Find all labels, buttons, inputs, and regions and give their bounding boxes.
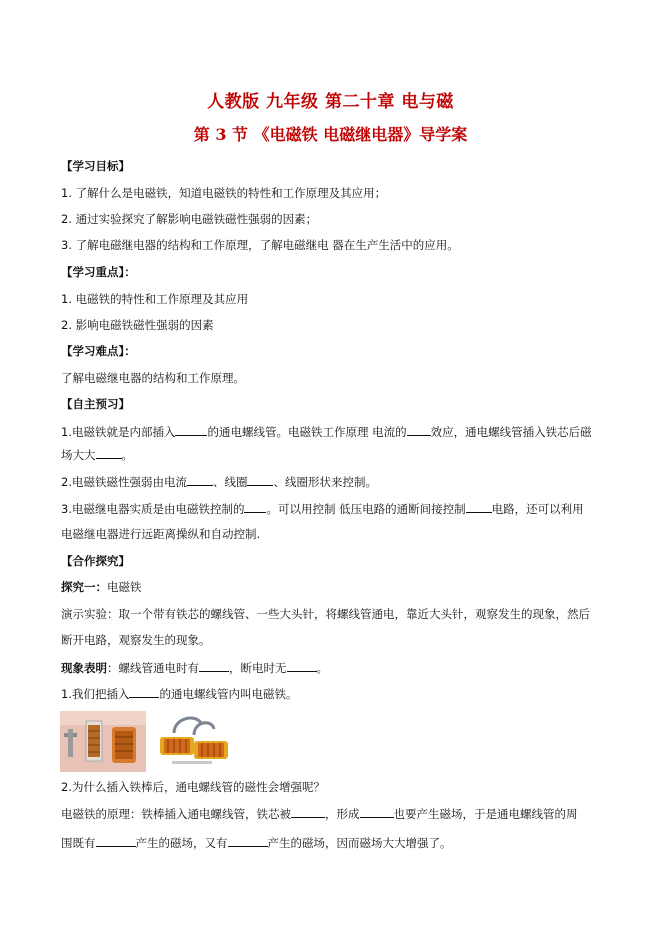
key-points-heading: 【学习重点】： <box>61 265 136 279</box>
phenomenon-line <box>61 659 328 676</box>
question-text: 。可以用控制 低压电路的通断间接控制 <box>266 502 466 516</box>
phenomenon-label: 现象表明 <box>61 661 107 675</box>
explore-question-1 <box>61 685 297 702</box>
fill-blank[interactable] <box>187 473 213 486</box>
fill-blank[interactable] <box>466 500 492 513</box>
fill-blank[interactable] <box>287 659 317 672</box>
explore-heading: 【合作探究】 <box>61 554 130 568</box>
fill-blank[interactable] <box>175 423 207 436</box>
preview-question-2 <box>61 473 377 490</box>
demo-experiment-text-cont: 断开电路，观察发生的现象。 <box>61 633 211 647</box>
fill-blank[interactable] <box>96 834 136 847</box>
fill-blank[interactable] <box>244 500 266 513</box>
preview-question-1 <box>61 423 592 440</box>
question-text: 场大大 <box>61 448 96 462</box>
principle-line-2 <box>61 834 452 851</box>
question-text: ：螺线管通电时有 <box>107 661 199 675</box>
fill-blank[interactable] <box>360 805 394 818</box>
subheading-label: 探究一： <box>61 580 107 594</box>
goals-heading: 【学习目标】 <box>61 159 130 173</box>
key-point-item: 1. 电磁铁的特性和工作原理及其应用 <box>61 292 249 306</box>
question-text: 效应，通电螺线管插入铁芯后磁 <box>430 425 592 439</box>
question-text: 的通电螺线管内叫电磁铁。 <box>159 687 298 701</box>
difficult-point-text: 了解电磁继电器的结构和工作原理。 <box>61 371 245 385</box>
preview-question-1-cont <box>61 446 133 463</box>
question-text: 。 <box>121 448 133 462</box>
question-text: 1.我们把插入 <box>61 687 130 701</box>
explore-subheading <box>61 579 142 595</box>
fill-blank[interactable] <box>199 659 229 672</box>
question-text: 产生的磁场，因而磁场大大增强了。 <box>267 836 452 850</box>
key-point-item: 2. 影响电磁铁磁性强弱的因素 <box>61 318 214 332</box>
question-text: ，形成 <box>325 807 360 821</box>
preview-question-3-cont: 电磁继电器进行远距离操纵和自动控制. <box>61 527 261 541</box>
explore-question-2: 2.为什么插入铁棒后，通电螺线管的磁性会增强呢？ <box>61 780 325 794</box>
subheading-text: 电磁铁 <box>107 580 142 594</box>
demo-experiment-text: 演示实验：取一个带有铁芯的螺线管、一些大头针，将螺线管通电，靠近大头针，观察发生的现象，然后 <box>61 607 590 621</box>
question-text: 3.电磁继电器实质是由电磁铁控制的 <box>61 502 245 516</box>
goal-item: 2. 通过实验探究了解影响电磁铁磁性强弱的因素； <box>61 212 318 226</box>
question-text: 围既有 <box>61 836 96 850</box>
question-text: 、线圈 <box>212 475 248 489</box>
fill-blank[interactable] <box>291 805 325 818</box>
question-text: 也要产生磁场，于是通电螺线管的周 <box>393 807 578 821</box>
document-title: 人教版 九年级 第二十章 电与磁 <box>207 92 454 112</box>
question-text: 、线圈形状来控制。 <box>273 475 377 489</box>
question-text: 电路，还可以利用 <box>491 502 584 516</box>
question-text: ，断电时无 <box>229 661 287 675</box>
preview-question-3 <box>61 500 584 517</box>
principle-line-1 <box>61 805 578 822</box>
question-text: 电磁铁的原理：铁棒插入通电螺线管，铁芯被 <box>61 807 291 821</box>
electromagnet-photo-left <box>60 711 146 772</box>
fill-blank[interactable] <box>228 834 268 847</box>
question-text: 。 <box>316 661 328 675</box>
fill-blank[interactable] <box>129 685 159 698</box>
question-text: 的通电螺线管。电磁铁工作原理 电流的 <box>207 425 407 439</box>
fill-blank[interactable] <box>247 473 273 486</box>
fill-blank[interactable] <box>407 423 431 436</box>
goal-item: 3. 了解电磁继电器的结构和工作原理，了解电磁继电 器在生产生活中的应用。 <box>61 238 459 252</box>
fill-blank[interactable] <box>96 446 122 459</box>
document-subtitle: 第 3 节 《电磁铁 电磁继电器》导学案 <box>193 125 468 144</box>
preview-heading: 【自主预习】 <box>61 397 130 411</box>
question-text: 产生的磁场，又有 <box>135 836 228 850</box>
question-text: 1.电磁铁就是内部插入 <box>61 425 176 439</box>
goal-item: 1. 了解什么是电磁铁，知道电磁铁的特性和工作原理及其应用； <box>61 186 387 200</box>
question-text: 2.电磁铁磁性强弱由电流 <box>61 475 187 489</box>
difficult-points-heading: 【学习难点】： <box>61 344 136 358</box>
electromagnet-photo-right <box>154 711 236 772</box>
